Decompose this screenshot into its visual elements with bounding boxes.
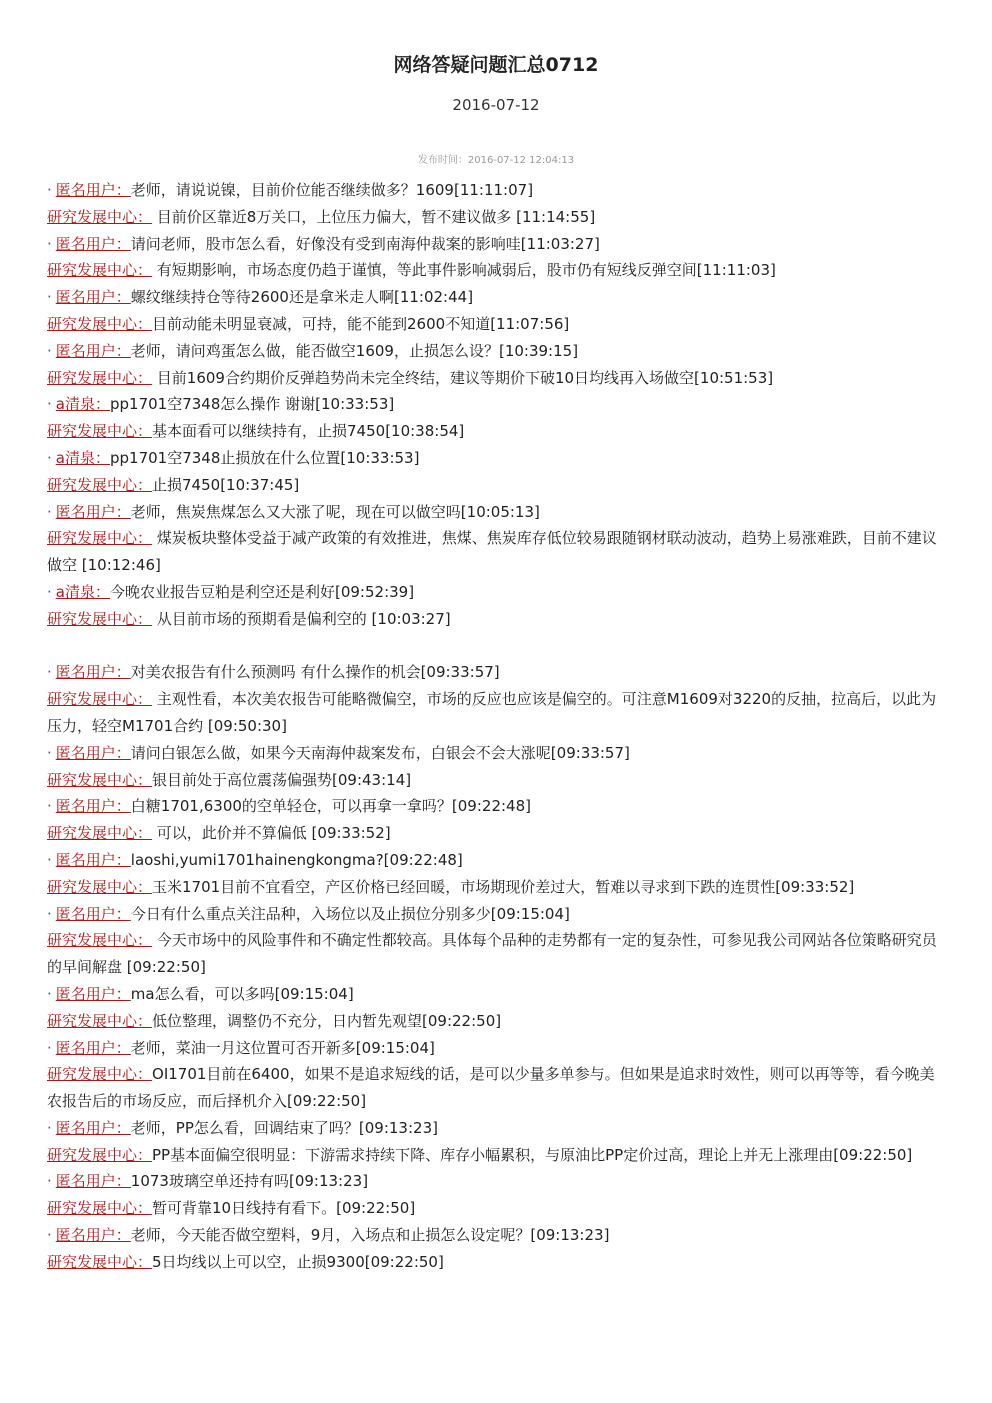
bullet-dot: · (47, 1226, 52, 1245)
question-line (47, 793, 947, 820)
answer-line (47, 418, 947, 445)
asker-name-link[interactable]: 匿名用户： (55, 1172, 131, 1191)
answer-text: 目前动能未明显衰减，可持，能不能到2600不知道[11:07:56] (152, 314, 570, 333)
asker-name-link[interactable]: 匿名用户： (55, 1118, 131, 1137)
question-line (47, 847, 947, 874)
answer-text: 5日均线以上可以空，止损9300[09:22:50] (152, 1252, 444, 1271)
responder-name-link[interactable]: 研究发展中心： (47, 368, 153, 387)
answer-line (47, 311, 947, 338)
question-line (47, 579, 947, 606)
responder-name-link[interactable]: 研究发展中心： (47, 261, 153, 280)
question-line (47, 177, 947, 204)
answer-line (47, 927, 947, 981)
answer-text: 主观性看，本次美农报告可能略微偏空，市场的反应也应该是偏空的。可注意M1609对3220的反抽，拉高后，以此为压力，轻空M1701合约 [09:50:30] (47, 690, 937, 735)
answer-line (47, 767, 947, 794)
bullet-dot: · (47, 582, 52, 601)
answer-text: OI1701目前在6400，如果不是追求短线的话，是可以少量多单参与。但如果是追求时效性，则可以再等等，看今晚美农报告后的市场反应，而后择机介入[09:22:50] (47, 1065, 935, 1111)
responder-name-link[interactable]: 研究发展中心： (47, 770, 153, 789)
asker-name-link[interactable]: 匿名用户： (55, 984, 131, 1003)
question-text: 螺纹继续持仓等待2600还是拿米走人啊[11:02:44] (130, 288, 474, 307)
asker-name-link[interactable]: 匿名用户： (55, 181, 131, 199)
group-spacer (47, 633, 947, 660)
answer-text: 有短期影响，市场态度仍趋于谨慎，等此事件影响减弱后，股市仍有短线反弹空间[11:11:03] (152, 261, 776, 280)
answer-text: PP基本面偏空很明显：下游需求持续下降、库存小幅累积，与原油比PP定价过高，理论上并无上涨理由[09:22:50] (152, 1145, 913, 1164)
answer-line (47, 257, 947, 284)
responder-name-link[interactable]: 研究发展中心： (47, 931, 153, 950)
bullet-dot: · (47, 984, 52, 1003)
asker-name-link[interactable]: 匿名用户： (55, 850, 131, 869)
qa-content (47, 177, 947, 1276)
answer-line (47, 525, 947, 579)
question-line (47, 499, 947, 526)
question-text: 老师，今天能否做空塑料，9月，入场点和止损怎么设定呢？[09:13:23] (130, 1226, 610, 1245)
answer-text: 今天市场中的风险事件和不确定性都较高。具体每个品种的走势都有一定的复杂性，可参见我公司网站各位策略研究员的早间解盘 [09:22:50] (47, 931, 937, 977)
question-text: 1073玻璃空单还持有吗[09:13:23] (130, 1172, 369, 1191)
answer-text: 低位整理，调整仍不充分，日内暂先观望[09:22:50] (152, 1011, 502, 1030)
answer-line (47, 472, 947, 499)
document-date: 2016-07-12 (452, 96, 540, 114)
qa-group (47, 659, 947, 1275)
asker-name-link[interactable]: 匿名用户： (55, 1038, 131, 1057)
responder-name-link[interactable]: 研究发展中心： (47, 1011, 153, 1030)
asker-name-link[interactable]: 匿名用户： (55, 743, 131, 762)
responder-name-link[interactable]: 研究发展中心： (47, 1199, 153, 1218)
question-line (47, 1035, 947, 1062)
question-line (47, 231, 947, 258)
publish-time: 发布时间：2016-07-12 12:04:13 (417, 155, 575, 166)
question-text: 老师，请说说镍，目前价位能否继续做多？1609[11:11:07] (130, 181, 534, 199)
question-line (47, 901, 947, 928)
asker-name-link[interactable]: 匿名用户： (55, 502, 131, 521)
responder-name-link[interactable]: 研究发展中心： (47, 529, 153, 548)
responder-name-link[interactable]: 研究发展中心： (47, 609, 153, 628)
answer-text: 银目前处于高位震荡偏强势[09:43:14] (152, 770, 412, 789)
answer-line (47, 1195, 947, 1222)
bullet-dot: · (47, 1038, 52, 1057)
answer-line (47, 1249, 947, 1276)
answer-text: 可以，此价并不算偏低 [09:33:52] (152, 824, 391, 843)
answer-text: 从目前市场的预期看是偏利空的 [10:03:27] (152, 609, 451, 628)
answer-line (47, 204, 947, 231)
bullet-dot: · (47, 797, 52, 816)
responder-name-link[interactable]: 研究发展中心： (47, 422, 153, 441)
answer-line (47, 686, 947, 740)
asker-name-link[interactable]: 匿名用户： (55, 341, 131, 360)
question-text: 请问老师，股市怎么看，好像没有受到南海仲裁案的影响哇[11:03:27] (130, 234, 600, 253)
asker-name-link[interactable]: 匿名用户： (55, 663, 131, 682)
question-text: 今晚农业报告豆粕是利空还是利好[09:52:39] (109, 582, 415, 601)
asker-name-link[interactable]: 匿名用户： (55, 234, 131, 253)
responder-name-link[interactable]: 研究发展中心： (47, 1145, 153, 1164)
answer-text: 目前1609合约期价反弹趋势尚未完全终结，建议等期价下破10日均线再入场做空[10:51:53] (152, 368, 774, 387)
bullet-dot: · (47, 234, 52, 253)
question-line (47, 981, 947, 1008)
responder-name-link[interactable]: 研究发展中心： (47, 475, 153, 494)
responder-name-link[interactable]: 研究发展中心： (47, 1065, 153, 1084)
qa-group (47, 177, 947, 633)
bullet-dot: · (47, 1172, 52, 1191)
question-text: 老师，菜油一月这位置可否开新多[09:15:04] (130, 1038, 435, 1057)
bullet-dot: · (47, 743, 52, 762)
answer-line (47, 820, 947, 847)
question-text: 对美农报告有什么预测吗 有什么操作的机会[09:33:57] (130, 663, 500, 682)
asker-name-link[interactable]: a清泉： (55, 448, 110, 467)
question-text: pp1701空7348怎么操作 谢谢[10:33:53] (109, 395, 395, 414)
page-title: 网络答疑问题汇总0712 (393, 54, 599, 76)
bullet-dot: · (47, 181, 52, 199)
bullet-dot: · (47, 502, 52, 521)
question-text: 今日有什么重点关注品种，入场位以及止损位分别多少[09:15:04] (130, 904, 570, 923)
answer-line (47, 1061, 947, 1115)
responder-name-link[interactable]: 研究发展中心： (47, 207, 153, 226)
bullet-dot: · (47, 663, 52, 682)
bullet-dot: · (47, 288, 52, 307)
bullet-dot: · (47, 341, 52, 360)
question-line (47, 740, 947, 767)
answer-text: 暂可背靠10日线持有看下。[09:22:50] (152, 1199, 416, 1218)
asker-name-link[interactable]: 匿名用户： (55, 797, 131, 816)
asker-name-link[interactable]: 匿名用户： (55, 904, 131, 923)
question-line (47, 1115, 947, 1142)
question-text: 老师，请问鸡蛋怎么做，能否做空1609，止损怎么设？[10:39:15] (130, 341, 579, 360)
bullet-dot: · (47, 850, 52, 869)
question-line (47, 1222, 947, 1249)
responder-name-link[interactable]: 研究发展中心： (47, 877, 153, 896)
asker-name-link[interactable]: a清泉： (55, 582, 110, 601)
question-text: laoshi,yumi1701hainengkongma?[09:22:48] (130, 850, 463, 869)
question-text: 老师，PP怎么看，回调结束了吗？[09:13:23] (130, 1118, 438, 1137)
question-line (47, 391, 947, 418)
question-text: 白糖1701,6300的空单轻仓，可以再拿一拿吗？[09:22:48] (130, 797, 531, 816)
question-line (47, 284, 947, 311)
question-text: 老师，焦炭焦煤怎么又大涨了呢，现在可以做空吗[10:05:13] (130, 502, 540, 521)
bullet-dot: · (47, 1118, 52, 1137)
question-text: ma怎么看，可以多吗[09:15:04] (130, 984, 354, 1003)
bullet-dot: · (47, 395, 52, 414)
asker-name-link[interactable]: 匿名用户： (55, 288, 131, 307)
question-text: pp1701空7348止损放在什么位置[10:33:53] (109, 448, 420, 467)
answer-line (47, 1142, 947, 1169)
asker-name-link[interactable]: a清泉： (55, 395, 110, 414)
answer-text: 目前价区靠近8万关口，上位压力偏大，暂不建议做多 [11:14:55] (152, 207, 596, 226)
responder-name-link[interactable]: 研究发展中心： (47, 314, 153, 333)
bullet-dot: · (47, 904, 52, 923)
question-line (47, 659, 947, 686)
responder-name-link[interactable]: 研究发展中心： (47, 1252, 153, 1271)
answer-line (47, 874, 947, 901)
question-line (47, 445, 947, 472)
answer-line (47, 606, 947, 633)
asker-name-link[interactable]: 匿名用户： (55, 1226, 131, 1245)
question-line (47, 338, 947, 365)
answer-text: 止损7450[10:37:45] (152, 475, 300, 494)
answer-text: 煤炭板块整体受益于减产政策的有效推进，焦煤、焦炭库存低位较易跟随钢材联动波动，趋势上易涨难跌，目前不建议做空 [10:12:46] (47, 529, 937, 575)
question-text: 请问白银怎么做，如果今天南海仲裁案发布，白银会不会大涨呢[09:33:57] (130, 743, 630, 762)
answer-line (47, 1008, 947, 1035)
question-line (47, 1168, 947, 1195)
responder-name-link[interactable]: 研究发展中心： (47, 690, 153, 709)
responder-name-link[interactable]: 研究发展中心： (47, 824, 153, 843)
bullet-dot: · (47, 448, 52, 467)
answer-text: 玉米1701目前不宜看空，产区价格已经回暖，市场期现价差过大，暂难以寻求到下跌的连贯性[09:33:52] (152, 877, 855, 896)
answer-text: 基本面看可以继续持有，止损7450[10:38:54] (152, 422, 465, 441)
answer-line (47, 365, 947, 392)
